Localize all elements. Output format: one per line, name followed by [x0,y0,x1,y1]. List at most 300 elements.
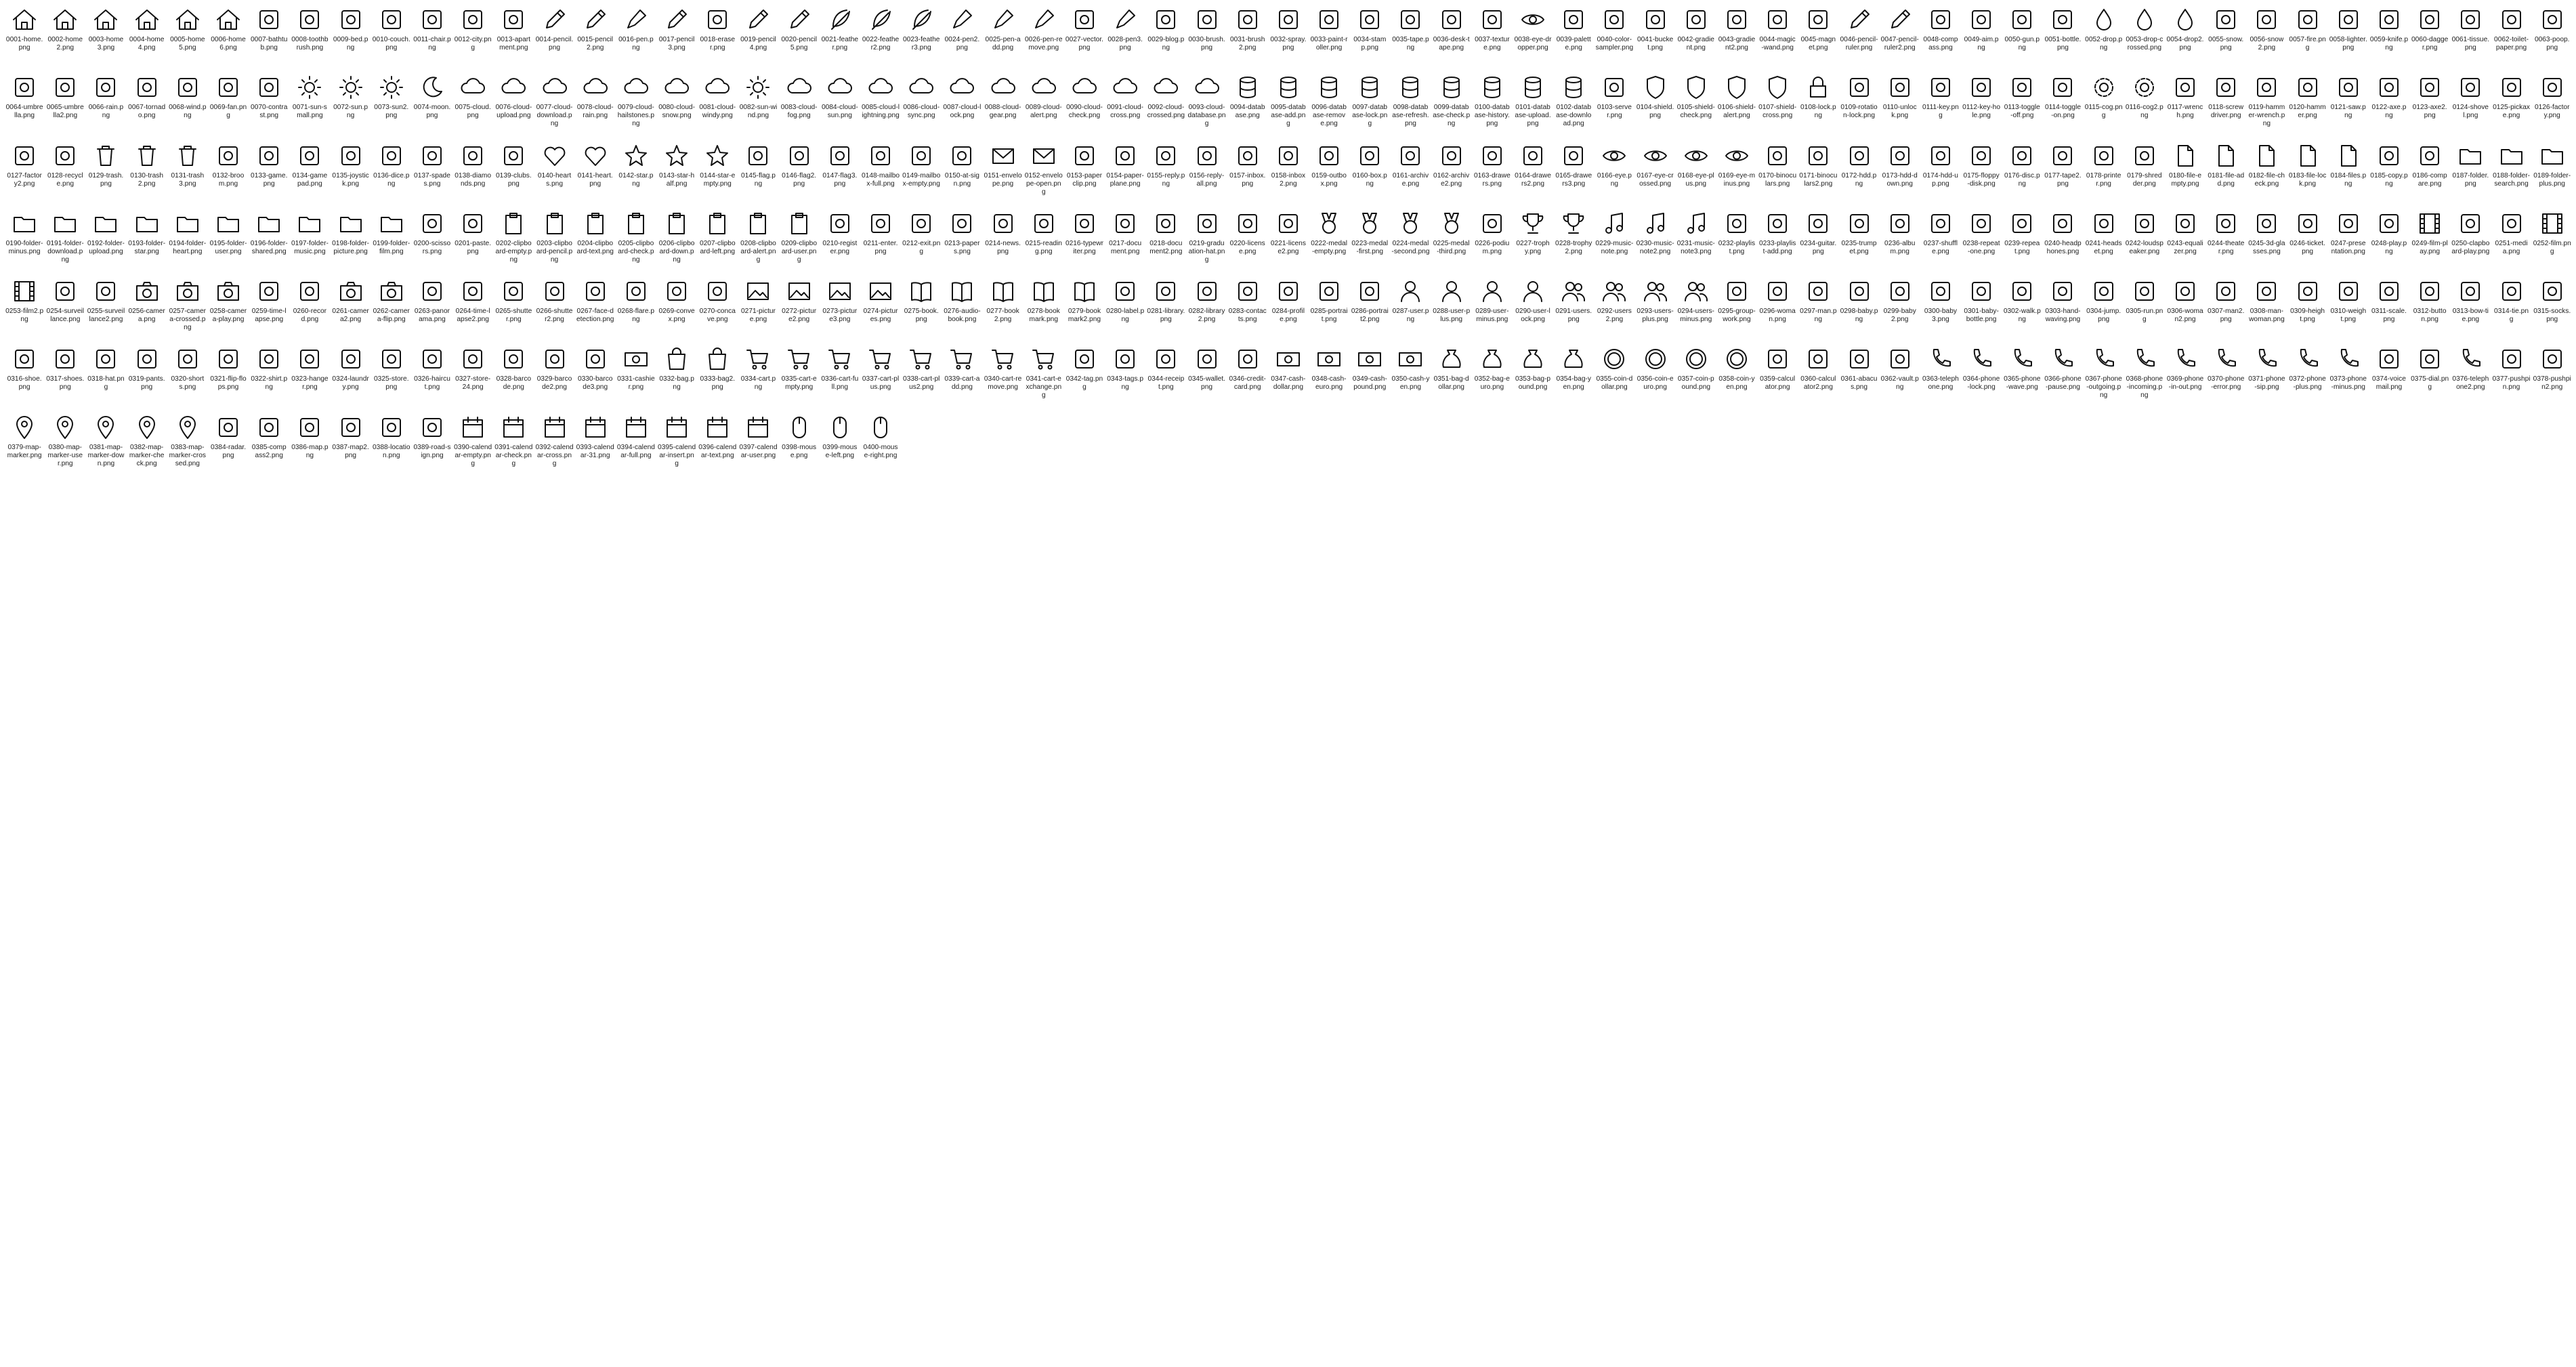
icon-tile[interactable] [1309,207,1349,274]
icon-tile[interactable] [1064,207,1105,274]
icon-tile[interactable] [452,3,493,70]
icon-tile[interactable] [1513,3,1553,70]
icon-tile[interactable] [738,139,778,207]
icon-tile[interactable] [1309,70,1349,138]
icon-tile[interactable] [820,3,860,70]
icon-tile[interactable] [534,139,574,207]
icon-tile[interactable] [860,207,901,274]
icon-tile[interactable] [697,139,738,207]
icon-tile[interactable] [331,207,371,274]
icon-tile[interactable] [534,207,574,274]
icon-tile[interactable] [1553,207,1594,274]
icon-tile[interactable] [1676,70,1716,138]
icon-tile[interactable] [452,207,493,274]
icon-tile[interactable] [942,139,982,207]
icon-tile[interactable] [1227,274,1268,342]
icon-tile[interactable] [1635,342,1676,410]
icon-tile[interactable] [860,3,901,70]
icon-tile[interactable] [4,139,45,207]
icon-tile[interactable] [1920,342,1961,410]
icon-tile[interactable] [616,3,656,70]
icon-tile[interactable] [1105,274,1145,342]
icon-tile[interactable] [249,274,289,342]
icon-tile[interactable] [1105,342,1145,410]
icon-tile[interactable] [127,139,167,207]
icon-tile[interactable] [412,342,452,410]
icon-tile[interactable] [901,207,942,274]
icon-tile[interactable] [1838,342,1879,410]
icon-tile[interactable] [1676,274,1716,342]
icon-tile[interactable] [1268,70,1309,138]
icon-tile[interactable] [2491,3,2531,70]
icon-tile[interactable] [860,411,901,478]
icon-tile[interactable] [4,70,45,138]
icon-tile[interactable] [2328,207,2369,274]
icon-tile[interactable] [2328,70,2369,138]
icon-tile[interactable] [249,411,289,478]
icon-tile[interactable] [289,411,330,478]
icon-tile[interactable] [4,342,45,410]
icon-tile[interactable] [2246,342,2287,410]
icon-tile[interactable] [1309,274,1349,342]
icon-tile[interactable] [2409,70,2450,138]
icon-tile[interactable] [412,411,452,478]
icon-tile[interactable] [1023,139,1064,207]
icon-tile[interactable] [2287,3,2328,70]
icon-tile[interactable] [1349,207,1390,274]
icon-tile[interactable] [1145,274,1186,342]
icon-tile[interactable] [208,207,249,274]
icon-tile[interactable] [534,411,574,478]
icon-tile[interactable] [493,139,534,207]
icon-tile[interactable] [1880,3,1920,70]
icon-tile[interactable] [493,3,534,70]
icon-tile[interactable] [249,207,289,274]
icon-tile[interactable] [331,139,371,207]
icon-tile[interactable] [901,70,942,138]
icon-tile[interactable] [208,342,249,410]
icon-tile[interactable] [2124,207,2165,274]
icon-tile[interactable] [331,411,371,478]
icon-tile[interactable] [2409,274,2450,342]
icon-tile[interactable] [167,70,208,138]
icon-tile[interactable] [2002,70,2042,138]
icon-tile[interactable] [2042,274,2083,342]
icon-tile[interactable] [1838,70,1879,138]
icon-tile[interactable] [167,3,208,70]
icon-tile[interactable] [1757,3,1798,70]
icon-tile[interactable] [1594,207,1634,274]
icon-tile[interactable] [371,274,412,342]
icon-tile[interactable] [1798,207,1838,274]
icon-tile[interactable] [1349,3,1390,70]
icon-tile[interactable] [2246,274,2287,342]
icon-tile[interactable] [331,342,371,410]
icon-tile[interactable] [1227,342,1268,410]
icon-tile[interactable] [779,207,820,274]
icon-tile[interactable] [289,207,330,274]
icon-tile[interactable] [452,274,493,342]
icon-tile[interactable] [1635,70,1676,138]
icon-tile[interactable] [534,70,574,138]
icon-tile[interactable] [85,139,126,207]
icon-tile[interactable] [493,411,534,478]
icon-tile[interactable] [371,139,412,207]
icon-tile[interactable] [1838,139,1879,207]
icon-tile[interactable] [860,70,901,138]
icon-tile[interactable] [2246,139,2287,207]
icon-tile[interactable] [1920,274,1961,342]
icon-tile[interactable] [127,274,167,342]
icon-tile[interactable] [371,342,412,410]
icon-tile[interactable] [1594,70,1634,138]
icon-tile[interactable] [1594,3,1634,70]
icon-tile[interactable] [2450,139,2491,207]
icon-tile[interactable] [1757,207,1798,274]
icon-tile[interactable] [534,342,574,410]
icon-tile[interactable] [1023,207,1064,274]
icon-tile[interactable] [452,342,493,410]
icon-tile[interactable] [1676,3,1716,70]
icon-tile[interactable] [2287,342,2328,410]
icon-tile[interactable] [983,3,1023,70]
icon-tile[interactable] [1145,207,1186,274]
icon-tile[interactable] [1472,139,1513,207]
icon-tile[interactable] [167,411,208,478]
icon-tile[interactable] [1880,207,1920,274]
icon-tile[interactable] [2450,3,2491,70]
icon-tile[interactable] [2409,207,2450,274]
icon-tile[interactable] [1186,3,1227,70]
icon-tile[interactable] [1716,70,1757,138]
icon-tile[interactable] [860,139,901,207]
icon-tile[interactable] [656,342,697,410]
icon-tile[interactable] [1513,70,1553,138]
icon-tile[interactable] [208,70,249,138]
icon-tile[interactable] [2124,70,2165,138]
icon-tile[interactable] [45,139,85,207]
icon-tile[interactable] [1757,342,1798,410]
icon-tile[interactable] [1431,139,1472,207]
icon-tile[interactable] [697,411,738,478]
icon-tile[interactable] [616,342,656,410]
icon-tile[interactable] [1145,139,1186,207]
icon-tile[interactable] [738,3,778,70]
icon-tile[interactable] [45,3,85,70]
icon-tile[interactable] [2002,139,2042,207]
icon-tile[interactable] [2084,139,2124,207]
icon-tile[interactable] [289,139,330,207]
icon-tile[interactable] [412,139,452,207]
icon-tile[interactable] [942,70,982,138]
icon-tile[interactable] [249,3,289,70]
icon-tile[interactable] [1349,70,1390,138]
icon-tile[interactable] [1349,139,1390,207]
icon-tile[interactable] [2002,207,2042,274]
icon-tile[interactable] [1105,139,1145,207]
icon-tile[interactable] [1838,274,1879,342]
icon-tile[interactable] [1798,342,1838,410]
icon-tile[interactable] [1513,342,1553,410]
icon-tile[interactable] [860,342,901,410]
icon-tile[interactable] [167,274,208,342]
icon-tile[interactable] [1880,70,1920,138]
icon-tile[interactable] [2124,3,2165,70]
icon-tile[interactable] [2450,207,2491,274]
icon-tile[interactable] [1961,70,2002,138]
icon-tile[interactable] [2532,139,2573,207]
icon-tile[interactable] [983,139,1023,207]
icon-tile[interactable] [1268,274,1309,342]
icon-tile[interactable] [1105,3,1145,70]
icon-tile[interactable] [2369,139,2409,207]
icon-tile[interactable] [167,342,208,410]
icon-tile[interactable] [2369,207,2409,274]
icon-tile[interactable] [412,274,452,342]
icon-tile[interactable] [1880,274,1920,342]
icon-tile[interactable] [942,274,982,342]
icon-tile[interactable] [1431,3,1472,70]
icon-tile[interactable] [942,342,982,410]
icon-tile[interactable] [2328,139,2369,207]
icon-tile[interactable] [45,342,85,410]
icon-tile[interactable] [2450,70,2491,138]
icon-tile[interactable] [779,411,820,478]
icon-tile[interactable] [2246,70,2287,138]
icon-tile[interactable] [2532,70,2573,138]
icon-tile[interactable] [208,139,249,207]
icon-tile[interactable] [1553,342,1594,410]
icon-tile[interactable] [1838,207,1879,274]
icon-tile[interactable] [1716,139,1757,207]
icon-tile[interactable] [1472,274,1513,342]
icon-tile[interactable] [1716,207,1757,274]
icon-tile[interactable] [779,274,820,342]
icon-tile[interactable] [779,3,820,70]
icon-tile[interactable] [1390,139,1431,207]
icon-tile[interactable] [1961,274,2002,342]
icon-tile[interactable] [289,342,330,410]
icon-tile[interactable] [901,342,942,410]
icon-tile[interactable] [1798,139,1838,207]
icon-tile[interactable] [1757,70,1798,138]
icon-tile[interactable] [1431,70,1472,138]
icon-tile[interactable] [1064,342,1105,410]
icon-tile[interactable] [1145,70,1186,138]
icon-tile[interactable] [2532,3,2573,70]
icon-tile[interactable] [1635,3,1676,70]
icon-tile[interactable] [1757,274,1798,342]
icon-tile[interactable] [2409,139,2450,207]
icon-tile[interactable] [2084,3,2124,70]
icon-tile[interactable] [2491,342,2531,410]
icon-tile[interactable] [2491,70,2531,138]
icon-tile[interactable] [1390,3,1431,70]
icon-tile[interactable] [1023,70,1064,138]
icon-tile[interactable] [1227,207,1268,274]
icon-tile[interactable] [1431,207,1472,274]
icon-tile[interactable] [1513,139,1553,207]
icon-tile[interactable] [779,70,820,138]
icon-tile[interactable] [45,411,85,478]
icon-tile[interactable] [2328,342,2369,410]
icon-tile[interactable] [2084,342,2124,410]
icon-tile[interactable] [1716,3,1757,70]
icon-tile[interactable] [289,3,330,70]
icon-tile[interactable] [1961,342,2002,410]
icon-tile[interactable] [1268,3,1309,70]
icon-tile[interactable] [1838,3,1879,70]
icon-tile[interactable] [2042,342,2083,410]
icon-tile[interactable] [1594,274,1634,342]
icon-tile[interactable] [656,139,697,207]
icon-tile[interactable] [820,411,860,478]
icon-tile[interactable] [616,139,656,207]
icon-tile[interactable] [575,70,616,138]
icon-tile[interactable] [1390,342,1431,410]
icon-tile[interactable] [1798,274,1838,342]
icon-tile[interactable] [1390,207,1431,274]
icon-tile[interactable] [371,3,412,70]
icon-tile[interactable] [371,207,412,274]
icon-tile[interactable] [1268,139,1309,207]
icon-tile[interactable] [738,342,778,410]
icon-tile[interactable] [2002,342,2042,410]
icon-tile[interactable] [534,274,574,342]
icon-tile[interactable] [1513,207,1553,274]
icon-tile[interactable] [2287,139,2328,207]
icon-tile[interactable] [1594,342,1634,410]
icon-tile[interactable] [1145,3,1186,70]
icon-tile[interactable] [2205,139,2246,207]
icon-tile[interactable] [2042,139,2083,207]
icon-tile[interactable] [1064,139,1105,207]
icon-tile[interactable] [85,70,126,138]
icon-tile[interactable] [493,70,534,138]
icon-tile[interactable] [85,342,126,410]
icon-tile[interactable] [1676,207,1716,274]
icon-tile[interactable] [1186,207,1227,274]
icon-tile[interactable] [2042,207,2083,274]
icon-tile[interactable] [2124,139,2165,207]
icon-tile[interactable] [2042,3,2083,70]
icon-tile[interactable] [2165,70,2205,138]
icon-tile[interactable] [452,139,493,207]
icon-tile[interactable] [575,274,616,342]
icon-tile[interactable] [1961,3,2002,70]
icon-tile[interactable] [2369,70,2409,138]
icon-tile[interactable] [371,70,412,138]
icon-tile[interactable] [1635,139,1676,207]
icon-tile[interactable] [1064,70,1105,138]
icon-tile[interactable] [820,207,860,274]
icon-tile[interactable] [656,3,697,70]
icon-tile[interactable] [1309,139,1349,207]
icon-tile[interactable] [2165,274,2205,342]
icon-tile[interactable] [331,3,371,70]
icon-tile[interactable] [1920,70,1961,138]
icon-tile[interactable] [2532,274,2573,342]
icon-tile[interactable] [1472,3,1513,70]
icon-tile[interactable] [1227,139,1268,207]
icon-tile[interactable] [2084,70,2124,138]
icon-tile[interactable] [2369,342,2409,410]
icon-tile[interactable] [1064,274,1105,342]
icon-tile[interactable] [942,3,982,70]
icon-tile[interactable] [127,342,167,410]
icon-tile[interactable] [575,139,616,207]
icon-tile[interactable] [1309,3,1349,70]
icon-tile[interactable] [2287,207,2328,274]
icon-tile[interactable] [1798,3,1838,70]
icon-tile[interactable] [2205,274,2246,342]
icon-tile[interactable] [1472,70,1513,138]
icon-tile[interactable] [1553,274,1594,342]
icon-tile[interactable] [85,207,126,274]
icon-tile[interactable] [331,274,371,342]
icon-tile[interactable] [575,342,616,410]
icon-tile[interactable] [697,70,738,138]
icon-tile[interactable] [2165,3,2205,70]
icon-tile[interactable] [1961,139,2002,207]
icon-tile[interactable] [616,70,656,138]
icon-tile[interactable] [901,3,942,70]
icon-tile[interactable] [1268,207,1309,274]
icon-tile[interactable] [697,207,738,274]
icon-tile[interactable] [738,411,778,478]
icon-tile[interactable] [1635,207,1676,274]
icon-tile[interactable] [779,139,820,207]
icon-tile[interactable] [575,207,616,274]
icon-tile[interactable] [1186,342,1227,410]
icon-tile[interactable] [697,3,738,70]
icon-tile[interactable] [208,411,249,478]
icon-tile[interactable] [127,3,167,70]
icon-tile[interactable] [452,411,493,478]
icon-tile[interactable] [2002,3,2042,70]
icon-tile[interactable] [1920,3,1961,70]
icon-tile[interactable] [45,274,85,342]
icon-tile[interactable] [371,411,412,478]
icon-tile[interactable] [2287,70,2328,138]
icon-tile[interactable] [2409,342,2450,410]
icon-tile[interactable] [4,274,45,342]
icon-tile[interactable] [1186,70,1227,138]
icon-tile[interactable] [1553,3,1594,70]
icon-tile[interactable] [4,411,45,478]
icon-tile[interactable] [45,70,85,138]
icon-tile[interactable] [983,207,1023,274]
icon-tile[interactable] [2124,274,2165,342]
icon-tile[interactable] [1880,342,1920,410]
icon-tile[interactable] [738,274,778,342]
icon-tile[interactable] [534,3,574,70]
icon-tile[interactable] [2165,139,2205,207]
icon-tile[interactable] [127,207,167,274]
icon-tile[interactable] [249,342,289,410]
icon-tile[interactable] [127,70,167,138]
icon-tile[interactable] [2450,342,2491,410]
icon-tile[interactable] [1635,274,1676,342]
icon-tile[interactable] [2165,207,2205,274]
icon-tile[interactable] [2042,70,2083,138]
icon-tile[interactable] [2205,70,2246,138]
icon-tile[interactable] [1553,70,1594,138]
icon-tile[interactable] [1920,139,1961,207]
icon-tile[interactable] [616,411,656,478]
icon-tile[interactable] [2328,274,2369,342]
icon-tile[interactable] [412,70,452,138]
